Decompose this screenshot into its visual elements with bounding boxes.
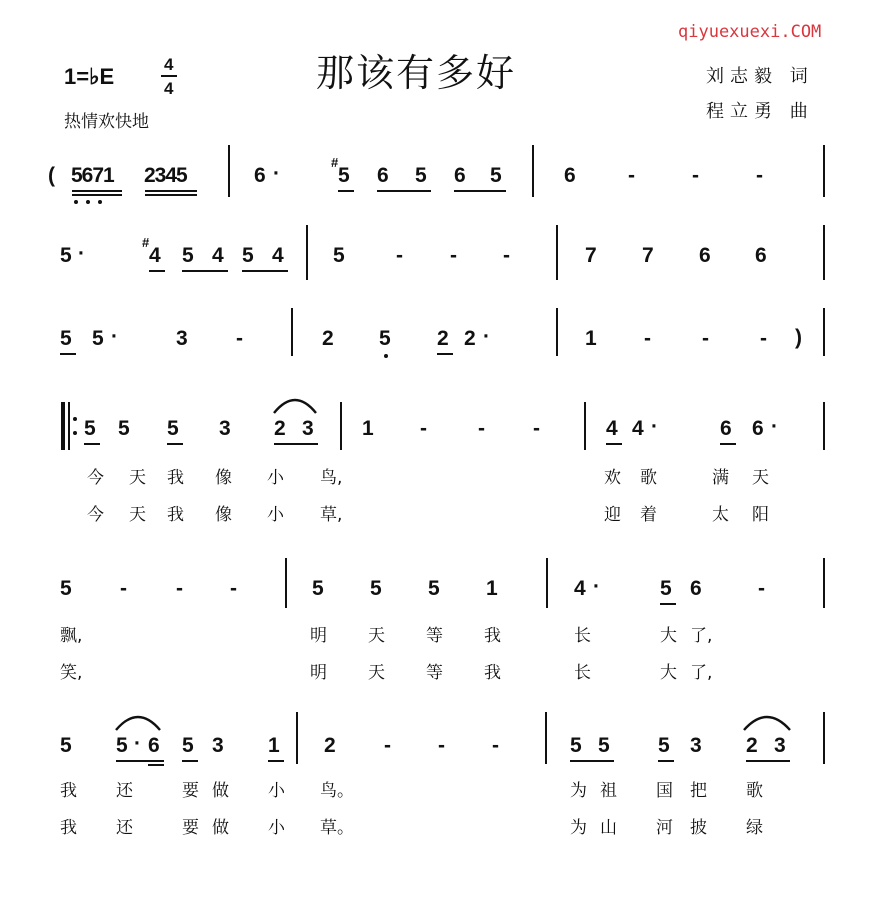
lyric: 今 (87, 505, 104, 525)
note: 5 (84, 417, 96, 440)
dash: - (760, 327, 767, 350)
note: 6 (690, 577, 702, 600)
note: 5 (167, 417, 179, 440)
note-group: 2345 (144, 164, 187, 187)
lyric: 国 (656, 781, 673, 801)
note: 5 (658, 734, 670, 757)
lyric: 我 (484, 663, 501, 683)
note: 6 (752, 417, 764, 440)
lyric: 歌 (746, 781, 763, 801)
dash: - (756, 164, 763, 187)
lyric: 天 (129, 468, 146, 488)
lyric: 天 (752, 468, 769, 488)
lyric: 做 (212, 818, 229, 838)
note: 7 (642, 244, 654, 267)
lyricist-credit: 刘志毅 词 (706, 66, 814, 87)
dot-mark: · (651, 415, 658, 438)
note: 5 (570, 734, 582, 757)
lyric: 我 (60, 781, 77, 801)
note: 5 (333, 244, 345, 267)
note: 6 (564, 164, 576, 187)
lyric: 还 (116, 781, 133, 801)
note: 2 (437, 327, 449, 350)
note: 5 (660, 577, 672, 600)
note: 2 (324, 734, 336, 757)
time-signature-bottom: 4 (164, 79, 174, 98)
note: 6 (454, 164, 466, 187)
song-title: 那该有多好 (316, 51, 517, 95)
lyric: 今 (87, 468, 104, 488)
note: 5 (490, 164, 502, 187)
note: 4 (574, 577, 586, 600)
note: 5 (60, 244, 72, 267)
lyric: 我 (60, 818, 77, 838)
lyric: 河 (656, 818, 673, 838)
note: 4 (272, 244, 284, 267)
note: 3 (176, 327, 188, 350)
lyric: 小 (268, 781, 285, 801)
lyric: 天 (368, 663, 385, 683)
note: 3 (302, 417, 314, 440)
lyric: 还 (116, 818, 133, 838)
note: 5 (60, 734, 72, 757)
note: 5 (598, 734, 610, 757)
lyric: 太 (712, 505, 729, 525)
note: 6 (755, 244, 767, 267)
dot-mark: · (78, 242, 85, 265)
lyric: 歌 (640, 468, 657, 488)
lyric: 大 (660, 663, 677, 683)
lyric: 等 (426, 663, 443, 683)
lyric: 长 (574, 663, 591, 683)
dash: - (478, 417, 485, 440)
dash: - (450, 244, 457, 267)
lyric: 欢 (604, 468, 621, 488)
dash: - (702, 327, 709, 350)
note: 1 (486, 577, 498, 600)
dash: - (533, 417, 540, 440)
key-signature: 1=♭E (64, 64, 115, 89)
note: 6 (699, 244, 711, 267)
lyric: 要 (182, 781, 199, 801)
lyric: 小 (267, 468, 284, 488)
note: 5 (242, 244, 254, 267)
note: 2 (464, 327, 476, 350)
site-watermark: qiyuexuexi.COM (678, 22, 822, 42)
note: 6 (720, 417, 732, 440)
lyric: 大 (660, 626, 677, 646)
repeat-bar (61, 402, 65, 450)
note: 5 (92, 327, 104, 350)
note: 5 (60, 327, 72, 350)
lyric: 天 (129, 505, 146, 525)
dash: - (176, 577, 183, 600)
dash: - (628, 164, 635, 187)
dash: - (438, 734, 445, 757)
lyric: 了, (690, 663, 713, 683)
composer-credit: 程立勇 曲 (706, 101, 814, 122)
note: 7 (585, 244, 597, 267)
dash: - (420, 417, 427, 440)
lyric: 阳 (752, 505, 769, 525)
lyric: 把 (690, 781, 707, 801)
lyric: 了, (690, 626, 713, 646)
slur-mark (112, 710, 164, 734)
lyric: 明 (310, 663, 327, 683)
note: ( (48, 164, 55, 187)
note: 5 (370, 577, 382, 600)
dot-mark: · (273, 162, 280, 185)
lyric: 像 (215, 468, 232, 488)
note: 1 (268, 734, 280, 757)
note: 2 (322, 327, 334, 350)
dash: - (230, 577, 237, 600)
lyric: 鸟, (320, 468, 343, 488)
lyric: 我 (167, 505, 184, 525)
note: 5 (379, 327, 391, 350)
note: 4 (632, 417, 644, 440)
dot-mark: · (593, 575, 600, 598)
sharp-sign: # (142, 235, 150, 250)
lyric: 鸟。 (320, 781, 354, 801)
sharp-sign: # (331, 155, 339, 170)
note: 3 (212, 734, 224, 757)
slur-mark (270, 393, 320, 417)
dash: - (692, 164, 699, 187)
lyric: 我 (167, 468, 184, 488)
lyric: 天 (368, 626, 385, 646)
note: 6 (148, 734, 160, 757)
close-paren: ) (795, 326, 802, 349)
note: 2 (274, 417, 286, 440)
lyric: 要 (182, 818, 199, 838)
note: 5 (312, 577, 324, 600)
lyric: 小 (268, 818, 285, 838)
note: 5 (338, 164, 350, 187)
note: 6 (377, 164, 389, 187)
dash: - (396, 244, 403, 267)
note: 3 (774, 734, 786, 757)
lyric: 像 (215, 505, 232, 525)
lyric: 等 (426, 626, 443, 646)
time-signature-top: 4 (164, 55, 174, 74)
dash: - (758, 577, 765, 600)
note: 2 (746, 734, 758, 757)
dot-mark: · (771, 415, 778, 438)
lyric: 草。 (320, 818, 354, 838)
lyric: 着 (640, 505, 657, 525)
dash: - (384, 734, 391, 757)
note: 5 (116, 734, 128, 757)
note: 3 (690, 734, 702, 757)
note: 4 (149, 244, 161, 267)
note: 1 (585, 327, 597, 350)
note: 5 (118, 417, 130, 440)
lyric: 满 (712, 468, 729, 488)
note: 5 (415, 164, 427, 187)
lyric: 笑, (60, 663, 83, 683)
lyric: 草, (320, 505, 343, 525)
note: 1 (362, 417, 374, 440)
lyric: 为 (570, 781, 587, 801)
note: 5 (428, 577, 440, 600)
note-group: 5671 (71, 164, 114, 187)
lyric: 迎 (604, 505, 621, 525)
dash: - (492, 734, 499, 757)
lyric: 祖 (600, 781, 617, 801)
note: 5 (60, 577, 72, 600)
lyric: 山 (600, 818, 617, 838)
slur-mark (740, 710, 794, 734)
lyric: 绿 (746, 818, 763, 838)
note: 5 (182, 734, 194, 757)
lyric: 为 (570, 818, 587, 838)
note: 4 (212, 244, 224, 267)
lyric: 长 (574, 626, 591, 646)
dash: - (503, 244, 510, 267)
note: 3 (219, 417, 231, 440)
note: 4 (606, 417, 618, 440)
lyric: 飘, (60, 626, 83, 646)
time-signature-line (161, 75, 177, 77)
dot-mark: · (483, 325, 490, 348)
lyric: 披 (690, 818, 707, 838)
dash: - (644, 327, 651, 350)
dot-mark: · (134, 732, 141, 755)
lyric: 小 (267, 505, 284, 525)
dash: - (236, 327, 243, 350)
dash: - (120, 577, 127, 600)
lyric: 我 (484, 626, 501, 646)
dot-mark: · (111, 325, 118, 348)
tempo-marking: 热情欢快地 (64, 112, 149, 132)
note: 6 (254, 164, 266, 187)
lyric: 明 (310, 626, 327, 646)
note: 5 (182, 244, 194, 267)
lyric: 做 (212, 781, 229, 801)
